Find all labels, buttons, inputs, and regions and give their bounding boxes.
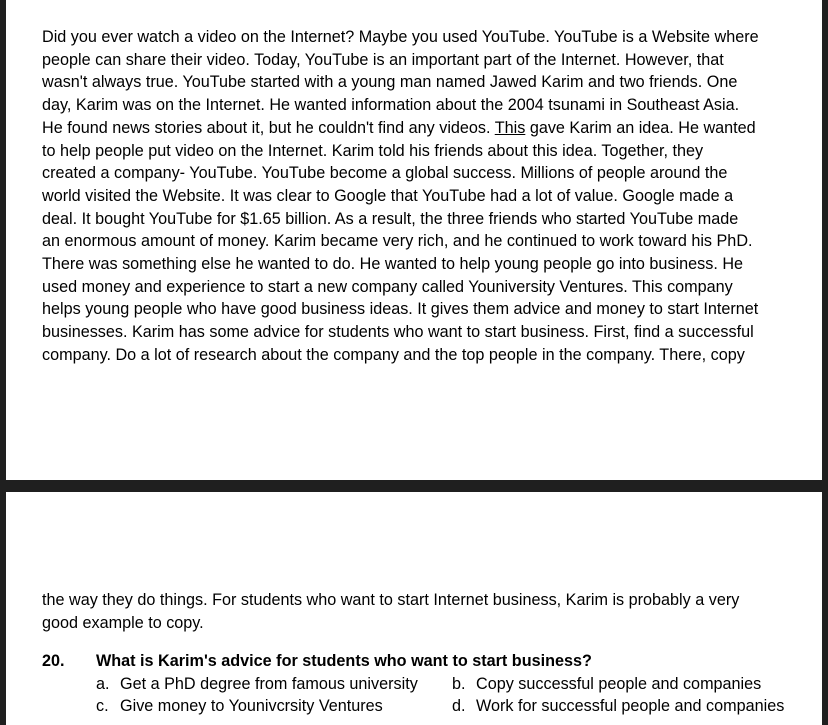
option-text: Copy successful people and companies — [476, 674, 762, 693]
option-c[interactable] — [96, 695, 383, 718]
option-d[interactable] — [452, 695, 784, 718]
option-letter: d. — [452, 697, 466, 715]
passage-line: businesses. Karim has some advice for students who want to start business. First, find a successful — [42, 323, 754, 342]
option-letter: c. — [96, 697, 109, 715]
passage-line: day, Karim was on the Internet. He wanted information about the 2004 tsunami in Southeast Asia. — [42, 96, 740, 115]
passage-line: an enormous amount of money. Karim became very rich, and he continued to work toward his PhD. — [42, 232, 753, 251]
passage-line: used money and experience to start a new company called Youniversity Ventures. This company — [42, 277, 733, 296]
passage-line-end: gave Karim an idea. He wanted — [525, 118, 756, 137]
passage-line: people can share their video. Today, YouTube is an important part of the Internet. However, that — [42, 50, 724, 69]
option-text: Get a PhD degree from famous university — [120, 674, 418, 693]
passage-line: Did you ever watch a video on the Internet? Maybe you used YouTube. YouTube is a Website where — [42, 28, 759, 46]
passage-line: world visited the Website. It was clear to Google that YouTube had a lot of value. Google made a — [42, 186, 734, 205]
passage-line: the way they do things. For students who want to start Internet business, Karim is probably a very — [42, 591, 740, 609]
page-2 — [6, 492, 822, 725]
option-a[interactable] — [96, 673, 418, 696]
passage-text-page-1 — [42, 26, 812, 367]
passage-line: There was something else he wanted to do. He wanted to help young people go into business. He — [42, 255, 744, 274]
option-text: Give money to Younivcrsity Ventures — [120, 697, 383, 715]
underlined-word: This — [494, 118, 526, 137]
passage-line-start: He found news stories about it, but he couldn't find any videos. — [42, 118, 495, 137]
passage-line: deal. It bought YouTube for $1.65 billion. As a result, the three friends who started YouTube made — [42, 209, 739, 228]
passage-line: helps young people who have good business ideas. It gives them advice and money to start Internet — [42, 300, 759, 319]
passage-line: good example to copy. — [42, 613, 204, 632]
question-text: What is Karim's advice for students who want to start business? — [96, 652, 592, 670]
passage-line: wasn't always true. YouTube started with a young man named Jawed Karim and two friends. One — [42, 73, 738, 92]
option-text: Work for successful people and companies — [476, 697, 785, 715]
option-b[interactable] — [452, 673, 761, 696]
passage-text-page-2 — [42, 589, 812, 634]
page-1 — [6, 0, 822, 480]
question-number: 20. — [42, 652, 65, 670]
passage-line: company. Do a lot of research about the company and the top people in the company. There, copy — [42, 345, 745, 364]
passage-line — [42, 117, 812, 140]
option-letter: b. — [452, 674, 466, 693]
passage-line: to help people put video on the Internet. Karim told his friends about this idea. Together, they — [42, 141, 704, 160]
passage-line: created a company- YouTube. YouTube become a global success. Millions of people around the — [42, 164, 728, 183]
option-letter: a. — [96, 674, 110, 693]
